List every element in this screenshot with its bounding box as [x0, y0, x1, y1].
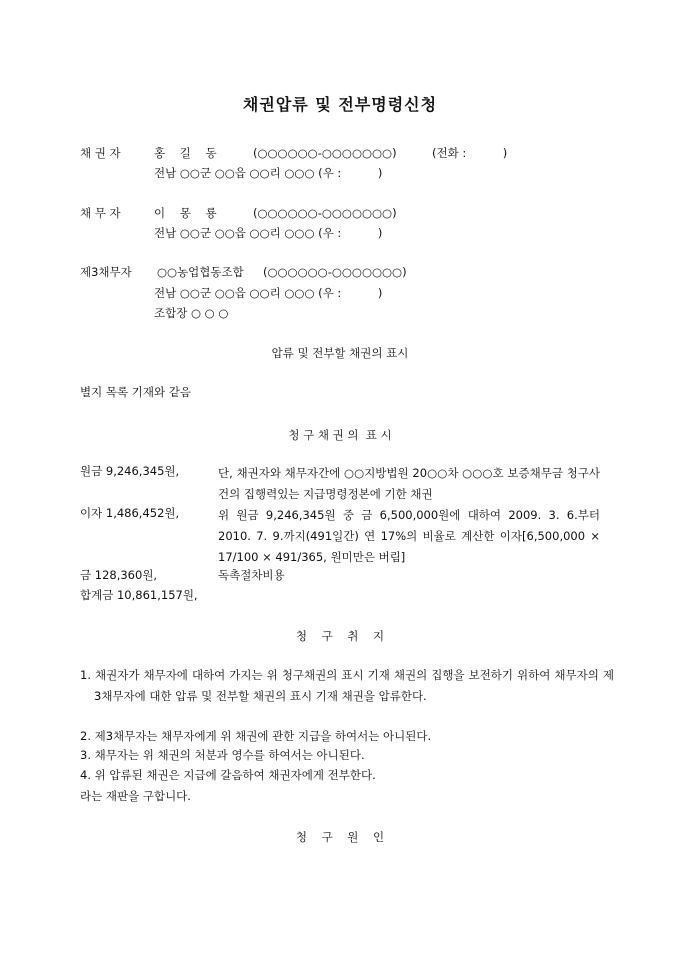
purpose-item-4: 4. 위 압류된 채권은 지급에 갈음하여 채권자에게 전부한다. — [80, 768, 376, 782]
third-debtor-address: 전남 ○○군 ○○읍 ○○리 ○○○ (우 : ) — [154, 286, 383, 300]
creditor-id: (○○○○○○-○○○○○○○) — [253, 146, 397, 160]
debtor-label: 채 무 자 — [80, 206, 121, 220]
claim-label-interest: 이자 1,486,452원, — [80, 506, 180, 520]
claim-text-principal: 단, 채권자와 채무자간에 ○○지방법원 20○○차 ○○○호 보증채무금 청구사건의 집행력있는 지급명령정본에 기한 채권 — [218, 466, 600, 501]
purpose-item-3: 3. 채무자는 위 채권의 처분과 영수를 하여서는 아니된다. — [80, 748, 365, 762]
claim-label-total: 합계금 10,861,157원, — [80, 588, 198, 602]
purpose-heading: 청 구 취 지 — [295, 629, 385, 643]
claim-text-cost: 독촉절차비용 — [218, 568, 285, 582]
purpose-item-1: 1. 채권자가 채무자에 대하여 가지는 위 청구채권의 표시 기재 채권의 집행을 보전하기 위하여 채무자의 제3채무자에 대한 압류 및 전부할 채권의 표시 기재 채권을 압류한다. — [80, 668, 614, 703]
closing-text: 라는 재판을 구합니다. — [80, 789, 191, 803]
creditor-phone: (전화 : ) — [432, 146, 508, 160]
debtor-name: 이 몽 룡 — [154, 206, 217, 220]
seized-text: 별지 목록 기재와 같음 — [80, 385, 191, 399]
claim-heading: 청 구 채 권 의 표 시 — [288, 428, 392, 442]
claim-label-cost: 금 128,360원, — [80, 568, 158, 582]
creditor-address: 전남 ○○군 ○○읍 ○○리 ○○○ (우 : ) — [154, 166, 383, 180]
debtor-id: (○○○○○○-○○○○○○○) — [253, 206, 397, 220]
debtor-address: 전남 ○○군 ○○읍 ○○리 ○○○ (우 : ) — [154, 226, 383, 240]
cause-heading: 청 구 원 인 — [295, 830, 385, 844]
claim-label-principal: 원금 9,246,345원, — [80, 464, 180, 478]
third-debtor-label: 제3채무자 — [80, 265, 132, 279]
third-debtor-head: 조합장 ○ ○ ○ — [154, 306, 229, 320]
seized-heading: 압류 및 전부할 채권의 표시 — [271, 346, 409, 360]
purpose-item-2: 2. 제3채무자는 채무자에게 위 채권에 관한 지급을 하여서는 아니된다. — [80, 729, 432, 743]
third-debtor-name: ○○농업협동조합 — [157, 265, 244, 279]
claim-text-interest: 위 원금 9,246,345원 중 금 6,500,000원에 대하여 2009. 3. 6.부터 2010. 7. 9.까지(491일간) 연 17%의 비율로 계산한 이자[6,500,000 × 17/100 × 491/365, 원미만은 버림] — [218, 508, 600, 564]
creditor-label: 채 권 자 — [80, 146, 121, 160]
third-debtor-id: (○○○○○○-○○○○○○○) — [263, 265, 407, 279]
document-title: 채권압류 및 전부명령신청 — [242, 95, 438, 114]
creditor-name: 홍 길 동 — [154, 146, 217, 160]
